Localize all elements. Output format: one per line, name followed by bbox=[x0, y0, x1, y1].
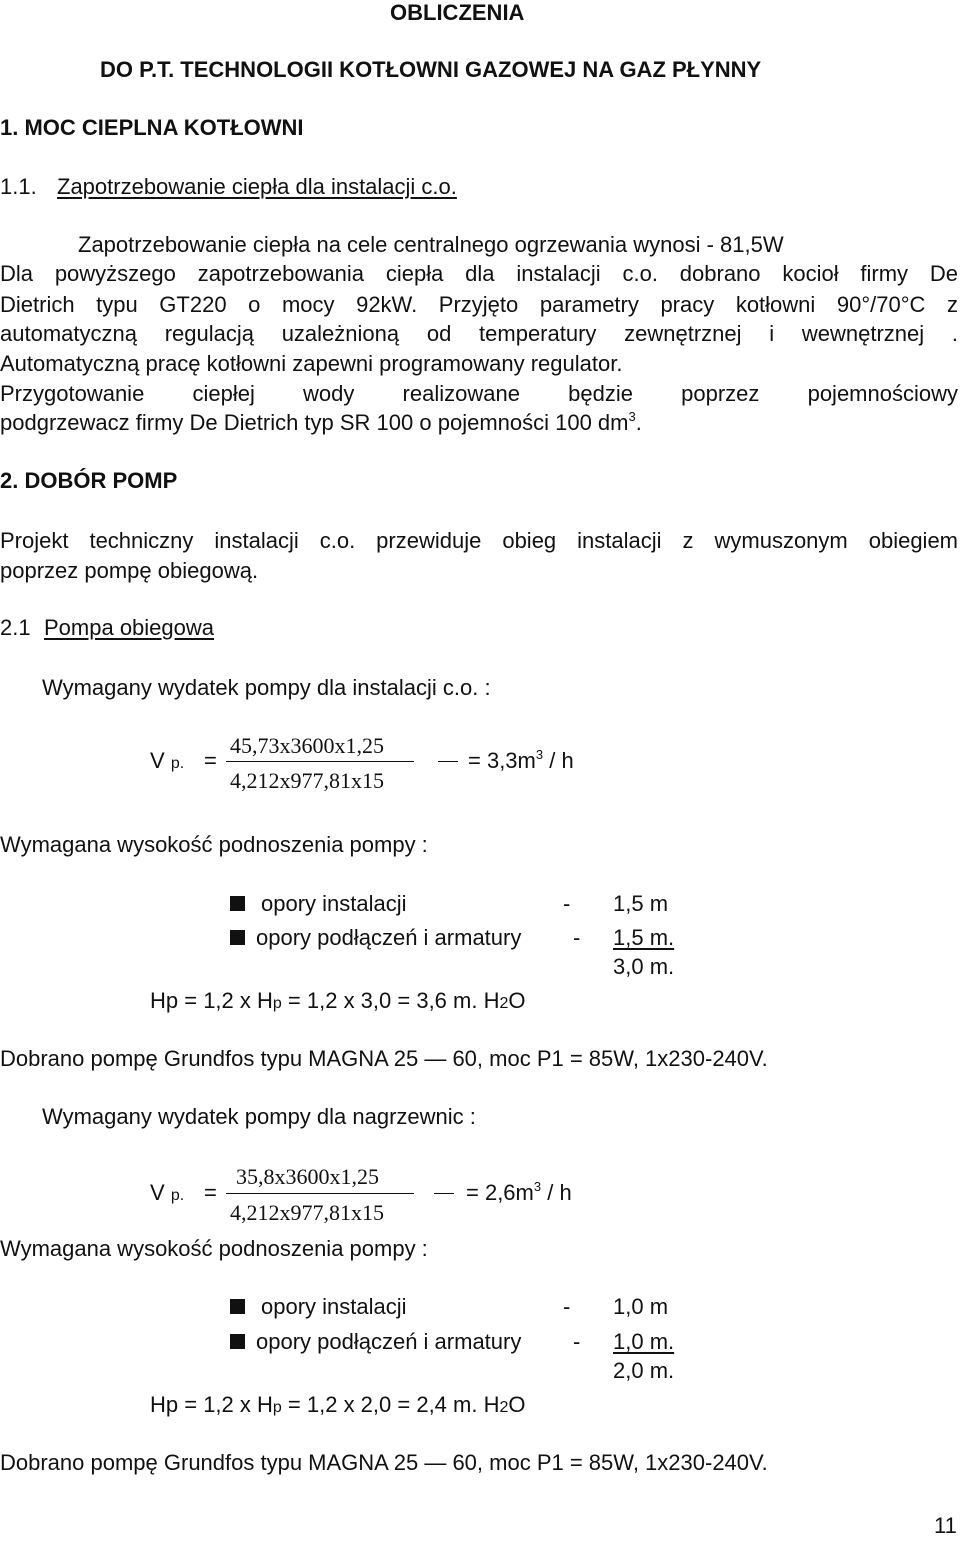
pump1-denominator: 4,212x977,81x15 bbox=[230, 768, 384, 793]
subsection-1-1-number: 1.1. bbox=[0, 174, 37, 199]
body-line-2: Dla powyższego zapotrzebowania ciepła dla instalacji c.o. dobrano kocioł firmy De bbox=[0, 261, 958, 286]
pump2-height-label: Wymagana wysokość podnoszenia pompy : bbox=[0, 1236, 428, 1261]
pump1-flow-label: Wymagany wydatek pompy dla instalacji c.o. : bbox=[42, 675, 491, 700]
pump2-denominator: 4,212x977,81x15 bbox=[230, 1200, 384, 1225]
pump1-numerator: 45,73x3600x1,25 bbox=[230, 733, 384, 758]
page-number: 11 bbox=[934, 1513, 957, 1538]
bullet-square-icon bbox=[230, 896, 245, 911]
pump2-flow-label: Wymagany wydatek pompy dla nagrzewnic : bbox=[42, 1104, 476, 1129]
pump1-item1-dash: - bbox=[563, 891, 571, 916]
bullet-square-icon bbox=[230, 930, 245, 945]
subsection-2-1-number: 2.1 bbox=[0, 615, 31, 640]
pump2-result: = $2,6m^3$ / h bbox=[466, 1179, 572, 1205]
pump2-numerator: 35,8x3600x1,25 bbox=[236, 1164, 379, 1189]
body-line-4: automatyczną regulacją uzależnioną od temperatury zewnętrznej i wewnętrznej . bbox=[0, 321, 958, 346]
subsection-2-1-title: Pompa obiegowa bbox=[44, 615, 215, 640]
pump1-fraction-dash bbox=[438, 761, 458, 762]
pump2-item1-value: 1,0 m bbox=[613, 1294, 669, 1319]
bullet-square-icon bbox=[230, 1299, 245, 1314]
pump2-item2-dash: - bbox=[573, 1329, 581, 1354]
body-line-5: Automatyczną pracę kotłowni zapewni programowany regulator. bbox=[0, 351, 623, 376]
pump1-fraction-bar bbox=[226, 761, 414, 762]
document-title: OBLICZENIA bbox=[390, 0, 525, 25]
bullet-square-icon bbox=[230, 1334, 245, 1349]
pump1-v-label: V p. bbox=[150, 748, 185, 773]
pump2-v-label: V p. bbox=[150, 1180, 185, 1205]
pump1-item1-label: opory instalacji bbox=[261, 891, 407, 916]
section-1-heading: 1. MOC CIEPLNA KOTŁOWNI bbox=[0, 115, 304, 140]
section-2-heading: 2. DOBÓR POMP bbox=[0, 468, 178, 493]
pump2-item1-dash: - bbox=[563, 1294, 571, 1319]
superscript-3: 3 bbox=[628, 409, 636, 424]
section-2-intro-line-2: poprzez pompę obiegową. bbox=[0, 558, 259, 583]
pump1-item2-dash: - bbox=[573, 925, 581, 950]
section-2-intro-line-1: Projekt techniczny instalacji c.o. przewiduje obieg instalacji z wymuszonym obiegiem bbox=[0, 528, 958, 553]
subsection-1-1-title: Zapotrzebowanie ciepła dla instalacji c.o. bbox=[57, 174, 457, 199]
pump2-fraction-bar bbox=[226, 1193, 414, 1194]
pump2-item1-label: opory instalacji bbox=[261, 1294, 407, 1319]
pump2-sum: 2,0 m. bbox=[613, 1358, 675, 1383]
pump2-item2-value: 1,0 m. bbox=[613, 1329, 675, 1354]
document-subtitle: DO P.T. TECHNOLOGII KOTŁOWNI GAZOWEJ NA GAZ PŁYNNY bbox=[100, 57, 762, 82]
pump2-equals: = bbox=[204, 1180, 217, 1205]
pump1-item2-value: 1,5 m. bbox=[613, 925, 675, 950]
body-line-6: Przygotowanie ciepłej wody realizowane będzie poprzez pojemnościowy bbox=[0, 381, 958, 406]
pump2-chosen: Dobrano pompę Grundfos typu MAGNA 25 — 60, moc P1 = 85W, 1x230-240V. bbox=[0, 1450, 768, 1475]
pump2-fraction-dash bbox=[434, 1193, 454, 1194]
body-line-1: Zapotrzebowanie ciepła na cele centralnego ogrzewania wynosi - 81,5W bbox=[78, 232, 784, 257]
pump1-result: = $3,3m^3$ / h bbox=[468, 747, 574, 773]
pump1-item2-label: opory podłączeń i armatury bbox=[256, 925, 522, 950]
pump2-item2-label: opory podłączeń i armatury bbox=[256, 1329, 522, 1354]
pump1-sum: 3,0 m. bbox=[613, 954, 675, 979]
body-line-7: podgrzewacz firmy De Dietrich typ SR 100 o pojemności 100 $dm^3$. bbox=[0, 409, 642, 435]
pump1-item1-value: 1,5 m bbox=[613, 891, 669, 916]
pump1-equals: = bbox=[204, 748, 217, 773]
pump1-hp-formula: Hp = 1,2 x Hp = 1,2 x 3,0 = 3,6 m. H2O bbox=[150, 988, 526, 1013]
pump2-hp-formula: Hp = 1,2 x Hp = 1,2 x 2,0 = 2,4 m. H2O bbox=[150, 1392, 526, 1417]
pump1-chosen: Dobrano pompę Grundfos typu MAGNA 25 — 60, moc P1 = 85W, 1x230-240V. bbox=[0, 1046, 768, 1071]
pump1-height-label: Wymagana wysokość podnoszenia pompy : bbox=[0, 832, 428, 857]
body-line-3: Dietrich typu GT220 o mocy 92kW. Przyjęto parametry pracy kotłowni 90°/70°C z bbox=[0, 292, 958, 317]
